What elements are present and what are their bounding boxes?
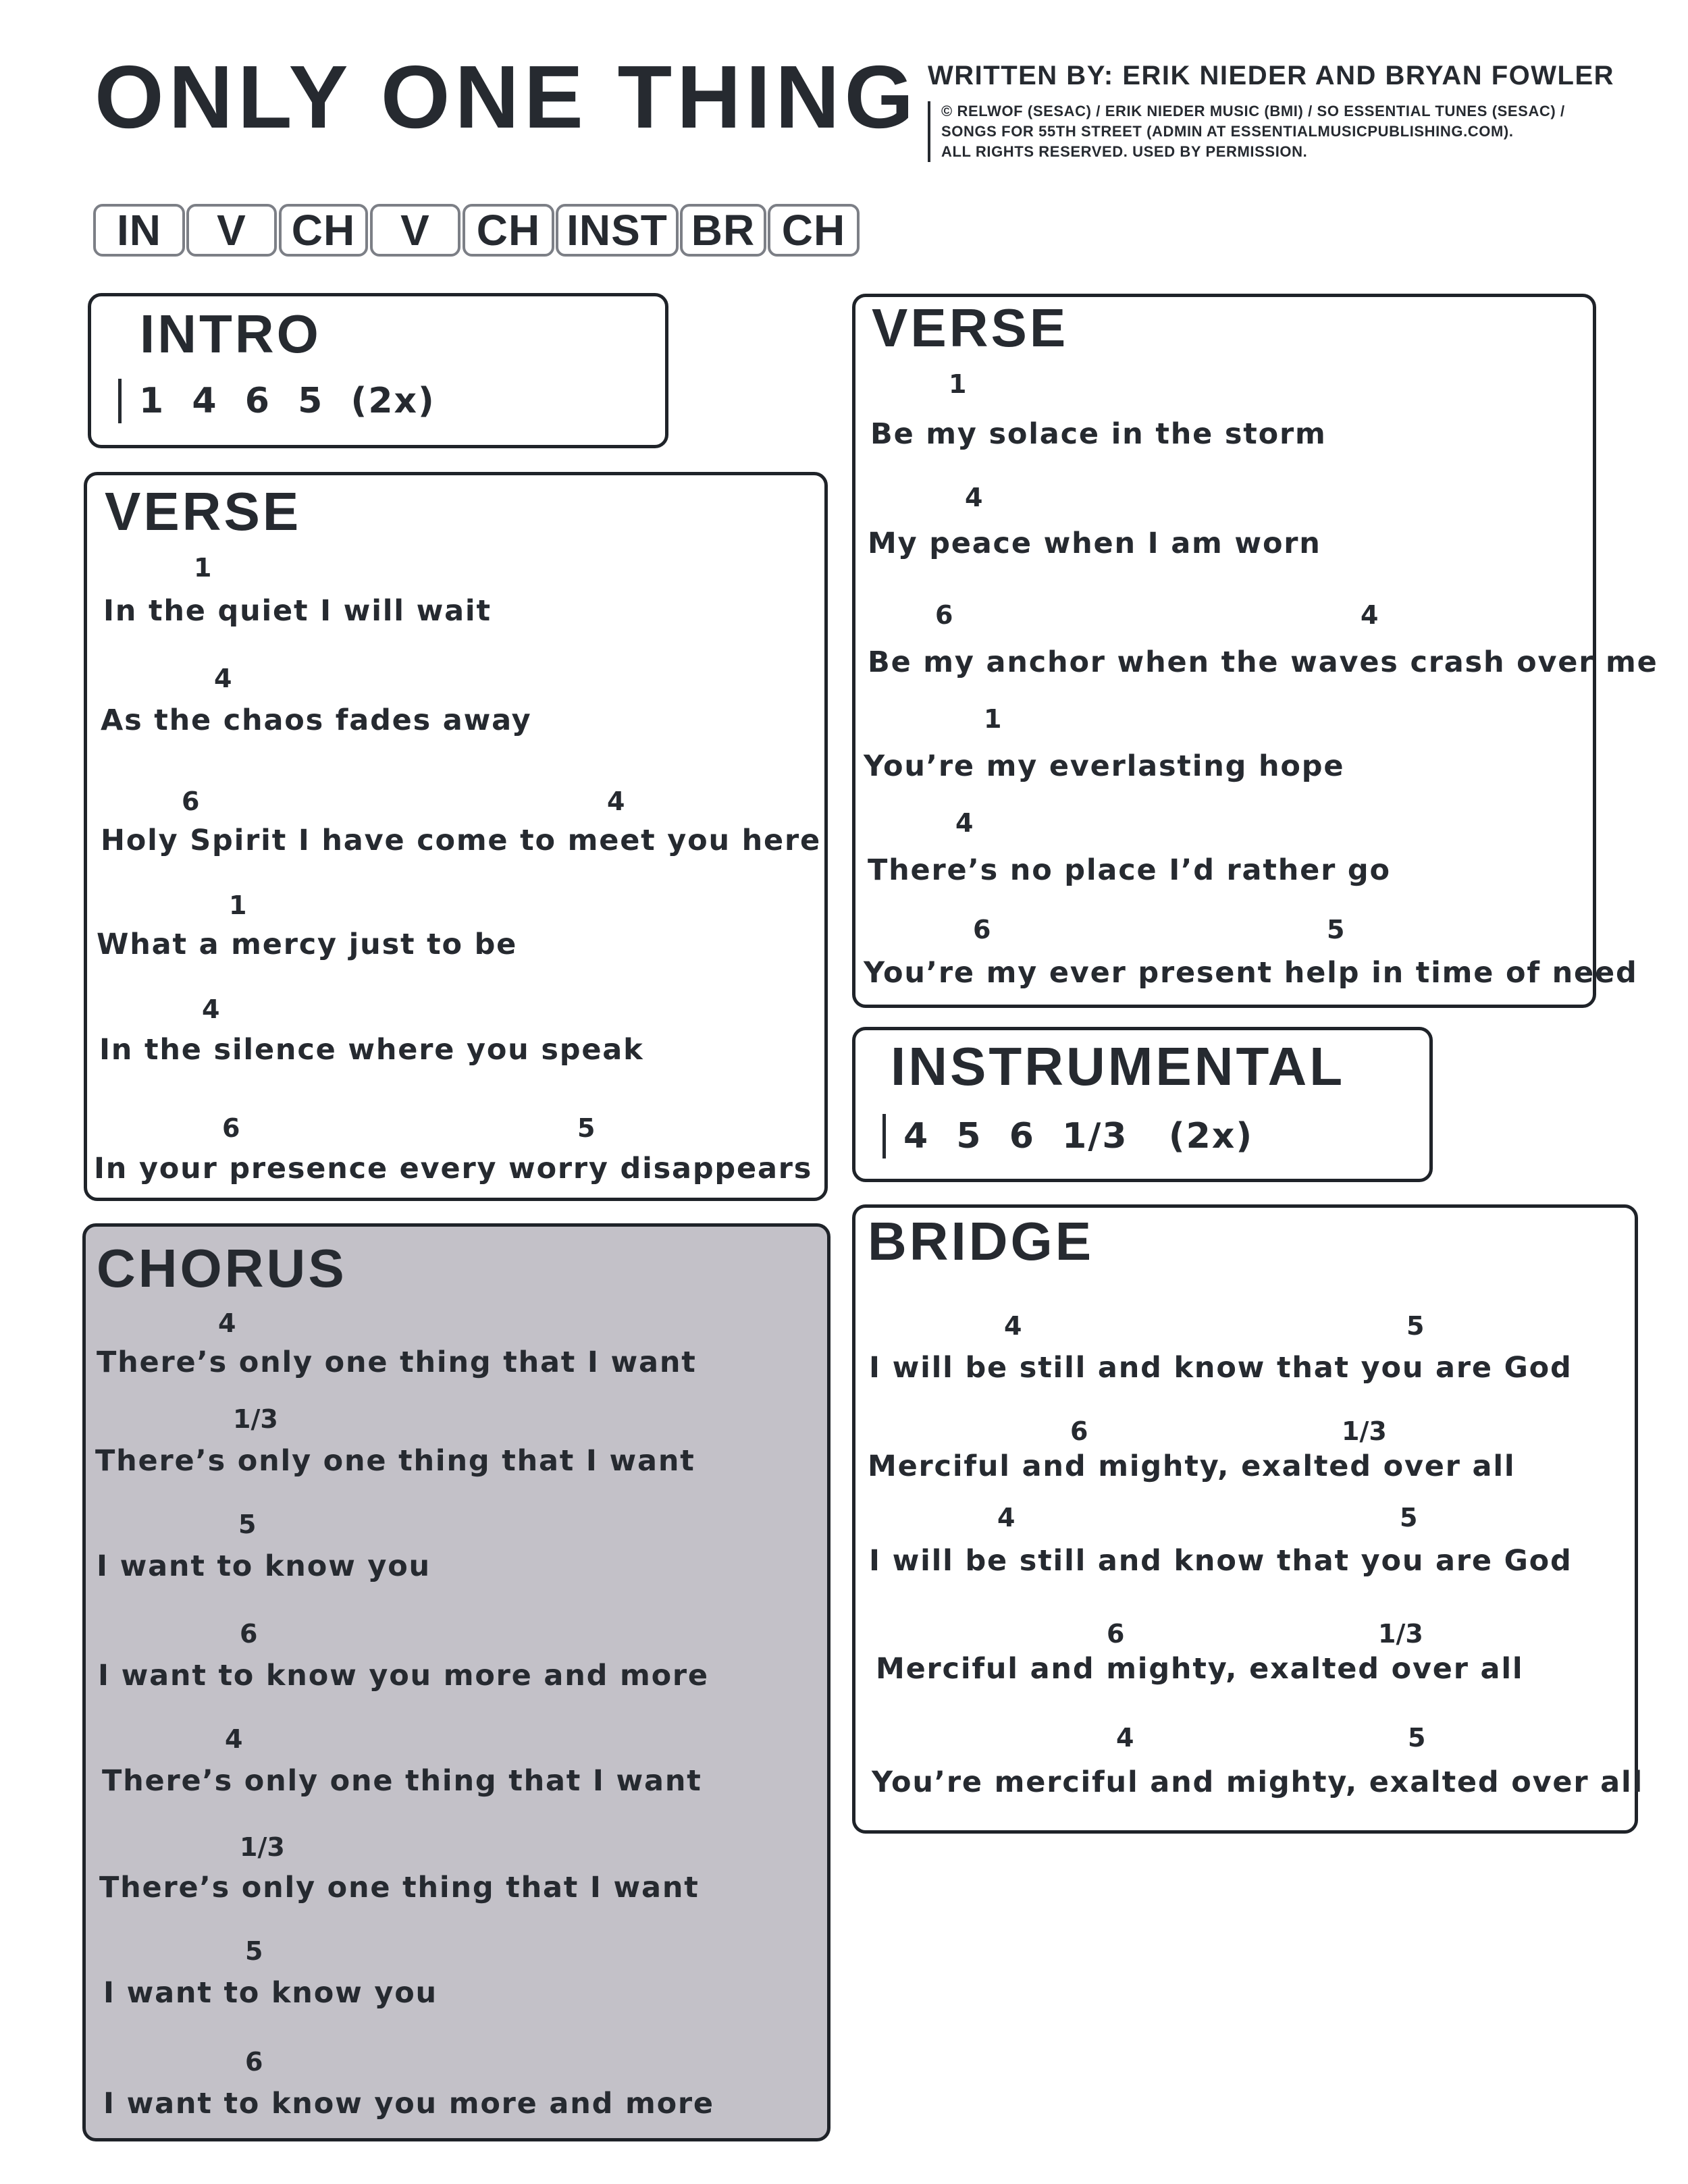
lyric-line: What a mercy just to be bbox=[97, 928, 518, 961]
section-title: BRIDGE bbox=[868, 1211, 1094, 1271]
chord-label: 4 bbox=[1116, 1723, 1134, 1753]
lyric-line: I want to know you bbox=[97, 1549, 431, 1583]
roadmap-item-chorus: CH bbox=[463, 204, 554, 257]
lyric-line: There’s no place I’d rather go bbox=[868, 853, 1391, 887]
chord-label: 5 bbox=[1400, 1503, 1418, 1533]
chord-label: 1/3 bbox=[1342, 1416, 1387, 1446]
chord-label: 4 bbox=[1361, 600, 1379, 630]
repeat-bar bbox=[882, 1114, 886, 1158]
instrumental-section bbox=[852, 1027, 1433, 1182]
chord-label: 6 bbox=[973, 915, 991, 944]
lyric-line: You’re my everlasting hope bbox=[864, 749, 1345, 783]
lyric-line: As the chaos fades away bbox=[101, 703, 532, 737]
chord-label: 4 bbox=[202, 994, 220, 1024]
roadmap-item-intro: IN bbox=[93, 204, 185, 257]
lyric-line: You’re my ever present help in time of need bbox=[864, 956, 1638, 990]
chord-label: 6 bbox=[222, 1113, 240, 1143]
copyright-notice: © RELWOF (SESAC) / ERIK NIEDER MUSIC (BMI) / SO ESSENTIAL TUNES (SESAC) / SONGS FOR 55TH STREET (ADMIN AT ESSENTIALMUSICPUBLISHING.COM). ALL RIGHTS RESERVED. USED BY PERMISSION. bbox=[928, 101, 1684, 162]
lyric-line: You’re merciful and mighty, exalted over all bbox=[872, 1765, 1644, 1799]
lyric-line: In the silence where you speak bbox=[99, 1033, 644, 1067]
lyric-line: There’s only one thing that I want bbox=[95, 1444, 695, 1478]
lyric-line: I want to know you bbox=[103, 1976, 438, 2010]
chord-label: 1/3 bbox=[1378, 1619, 1423, 1649]
chord-progression bbox=[118, 377, 436, 425]
verse-section bbox=[84, 472, 828, 1201]
lyric-line: I want to know you more and more bbox=[98, 1659, 709, 1693]
chord-label: 1 bbox=[229, 890, 247, 920]
lyric-line: Be my solace in the storm bbox=[870, 417, 1327, 451]
chord-label: 4 bbox=[214, 664, 232, 693]
chord-label: 4 bbox=[955, 808, 974, 838]
intro-section bbox=[88, 293, 668, 448]
lyric-line: Be my anchor when the waves crash over me bbox=[868, 645, 1658, 679]
chord-label: 5 bbox=[1406, 1311, 1425, 1341]
chord-label: 4 bbox=[1004, 1311, 1022, 1341]
section-title: VERSE bbox=[872, 298, 1069, 358]
lyric-line: In your presence every worry disappears bbox=[94, 1152, 813, 1186]
section-title: INTRO bbox=[140, 304, 321, 364]
chord-label: 6 bbox=[935, 600, 953, 630]
song-title: ONLY ONE THING bbox=[95, 47, 919, 147]
chord-label: 5 bbox=[245, 1936, 263, 1966]
chord-label: 5 bbox=[577, 1113, 596, 1143]
chord-label: 1 bbox=[949, 369, 967, 399]
lyric-line: There’s only one thing that I want bbox=[97, 1346, 697, 1379]
chord-label: 1/3 bbox=[240, 1832, 285, 1862]
chord-label: 1 bbox=[984, 704, 1002, 734]
repeat-bar bbox=[118, 379, 122, 423]
chord-label: 6 bbox=[1107, 1619, 1125, 1649]
roadmap-item-chorus: CH bbox=[279, 204, 368, 257]
roadmap-item-chorus: CH bbox=[768, 204, 860, 257]
roadmap-item-verse: V bbox=[370, 204, 460, 257]
chord-label: 1/3 bbox=[233, 1404, 278, 1434]
chord-progression bbox=[882, 1113, 1253, 1160]
chord-label: 4 bbox=[225, 1724, 243, 1754]
bridge-section bbox=[852, 1204, 1644, 1834]
lyric-line: There’s only one thing that I want bbox=[102, 1764, 702, 1798]
chord-label: 6 bbox=[182, 787, 200, 816]
chord-label: 4 bbox=[997, 1503, 1016, 1533]
section-title: INSTRUMENTAL bbox=[891, 1036, 1346, 1096]
chord-label: 4 bbox=[607, 787, 625, 816]
roadmap-item-instrumental: INST bbox=[556, 204, 679, 257]
chord-label: 1 bbox=[194, 553, 212, 583]
roadmap-item-bridge: BR bbox=[680, 204, 766, 257]
chord-label: 4 bbox=[965, 483, 983, 512]
section-title: CHORUS bbox=[97, 1238, 347, 1298]
progression-chords: 1 4 6 5 (2x) bbox=[139, 381, 436, 421]
chorus-section bbox=[82, 1223, 830, 2141]
chord-label: 6 bbox=[240, 1619, 258, 1649]
lyric-line: Merciful and mighty, exalted over all bbox=[876, 1652, 1524, 1686]
lyric-line: My peace when I am worn bbox=[868, 527, 1321, 560]
chord-label: 5 bbox=[1327, 915, 1345, 944]
chord-label: 6 bbox=[245, 2047, 263, 2077]
progression-chords: 4 5 6 1/3 (2x) bbox=[903, 1116, 1254, 1156]
lyric-line: Holy Spirit I have come to meet you here bbox=[101, 824, 821, 857]
lyric-line: Merciful and mighty, exalted over all bbox=[868, 1449, 1516, 1483]
chord-label: 4 bbox=[218, 1308, 236, 1338]
lyric-line: There’s only one thing that I want bbox=[99, 1871, 700, 1905]
written-by: WRITTEN BY: ERIK NIEDER AND BRYAN FOWLER bbox=[928, 61, 1615, 90]
credits bbox=[928, 62, 1684, 162]
verse-section bbox=[852, 294, 1658, 1008]
lyric-line: I will be still and know that you are God bbox=[869, 1351, 1573, 1385]
section-title: VERSE bbox=[105, 481, 302, 541]
lyric-line: I will be still and know that you are God bbox=[869, 1544, 1573, 1578]
lyric-line: I want to know you more and more bbox=[103, 2087, 714, 2121]
roadmap-item-verse: V bbox=[186, 204, 277, 257]
chord-label: 5 bbox=[1408, 1723, 1426, 1753]
lyric-line: In the quiet I will wait bbox=[103, 594, 492, 628]
chord-label: 5 bbox=[238, 1510, 257, 1539]
chord-label: 6 bbox=[1070, 1416, 1088, 1446]
